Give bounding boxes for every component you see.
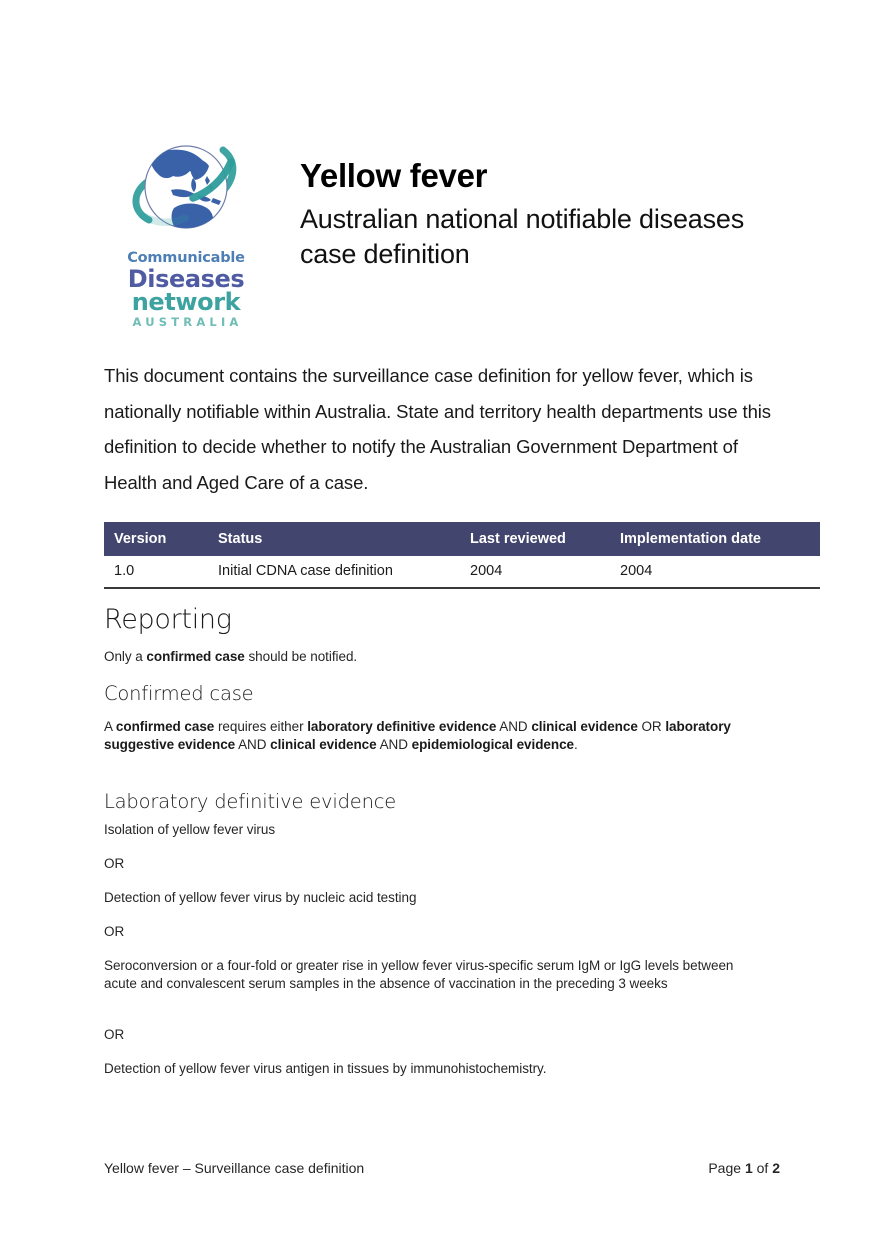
- reporting-text-bold: confirmed case: [146, 649, 245, 664]
- footer-document-name: Yellow fever – Surveillance case definition: [104, 1160, 365, 1176]
- cc-bold-clinical-1: clinical evidence: [531, 719, 638, 734]
- lab-definitive-item-2: Detection of yellow fever virus by nucleic acid testing: [104, 890, 417, 905]
- column-header-version: Version: [104, 522, 208, 556]
- lab-definitive-or-1: OR: [104, 856, 125, 871]
- page-subtitle: Australian national notifiable diseases case definition: [300, 204, 744, 269]
- cc-bold-epidemiological: epidemiological evidence: [411, 736, 574, 752]
- paragraph-confirmed-case: [104, 718, 752, 753]
- table-header-row: [104, 522, 820, 556]
- column-header-status: Status: [208, 522, 460, 556]
- logo-line-communicable: Communicable: [127, 250, 245, 266]
- cc-text-c: requires either: [214, 719, 308, 734]
- paragraph-reporting: [104, 648, 764, 666]
- cc-bold-clinical-2: clinical evidence: [270, 736, 377, 752]
- globe-logo-icon: [127, 132, 245, 250]
- cell-implementation-date: 2004: [610, 556, 820, 588]
- footer-total-pages: 2: [772, 1160, 780, 1176]
- lab-definitive-or-2: OR: [104, 924, 125, 939]
- heading-reporting: Reporting: [104, 604, 232, 635]
- footer-page-number: [708, 1160, 780, 1176]
- table-row: [104, 556, 820, 588]
- logo-line-network: network: [131, 287, 241, 316]
- logo-line-australia: AUSTRALIA: [132, 314, 243, 329]
- cdna-wordmark: [122, 251, 250, 328]
- cc-bold-confirmed-case: confirmed case: [115, 719, 215, 734]
- reporting-text-pre: Only a: [104, 649, 147, 664]
- column-header-last-reviewed: Last reviewed: [460, 522, 610, 556]
- cell-status: Initial CDNA case definition: [208, 556, 460, 588]
- footer-current-page: 1: [744, 1160, 753, 1176]
- cell-version: 1.0: [104, 556, 208, 588]
- reporting-text-post: should be notified.: [244, 649, 358, 664]
- cc-text-h: .: [573, 736, 578, 752]
- footer-of-label: of: [752, 1160, 773, 1176]
- document-header: [104, 132, 780, 342]
- intro-paragraph: This document contains the surveillance case definition for yellow fever, which is nationally notifiable within Australia. State and territory health departments use this definition to decide whether to notify the Australian Government Department of Health and Aged Care of a case.: [104, 365, 771, 493]
- lab-definitive-item-4: Detection of yellow fever virus antigen in tissues by immunohistochemistry.: [104, 1061, 547, 1076]
- cc-text-g: AND: [376, 736, 412, 752]
- cdna-logo: [122, 132, 250, 328]
- cc-text-a: A: [104, 719, 116, 734]
- footer-page-label: Page: [708, 1160, 745, 1176]
- heading-laboratory-definitive-evidence: Laboratory definitive evidence: [104, 790, 397, 813]
- title-block: [300, 158, 770, 271]
- lab-definitive-item-1: Isolation of yellow fever virus: [104, 822, 276, 837]
- cc-bold-lab-suggestive: laboratory suggestive evidence: [104, 719, 731, 752]
- cell-last-reviewed: 2004: [460, 556, 610, 588]
- logo-line-diseases: Diseases: [127, 264, 245, 293]
- version-history-table: [104, 522, 820, 589]
- cc-text-d: AND: [496, 719, 532, 734]
- column-header-implementation-date: Implementation date: [610, 522, 820, 556]
- cc-bold-lab-definitive: laboratory definitive evidence: [307, 719, 497, 734]
- cc-text-e: OR: [637, 719, 666, 734]
- heading-confirmed-case: Confirmed case: [104, 682, 254, 705]
- cc-text-f: AND: [235, 736, 271, 752]
- page-title: Yellow fever: [300, 157, 488, 194]
- lab-definitive-or-3: OR: [104, 1027, 125, 1042]
- lab-definitive-item-3: Seroconversion or a four-fold or greater rise in yellow fever virus-specific serum IgM or IgG levels between acute and convalescent serum samples in the absence of vaccination in the preceding 3 weeks: [104, 958, 734, 991]
